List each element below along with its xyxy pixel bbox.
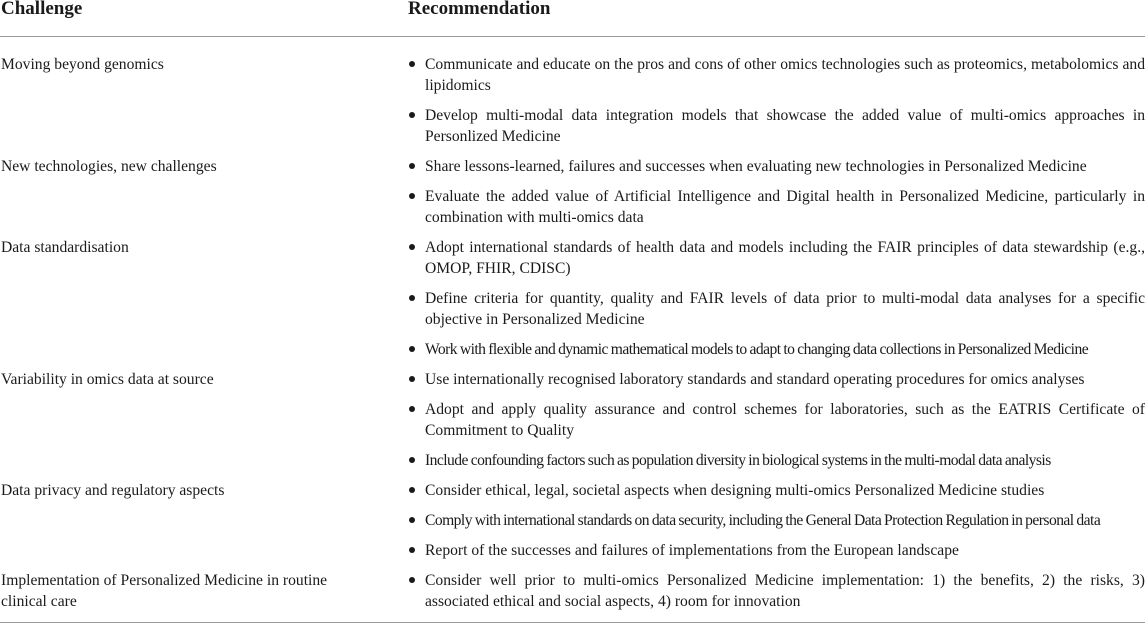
recommendation-text: Work with flexible and dynamic mathematical models to adapt to changing data collections in Personalized Medicine — [425, 341, 1089, 358]
bullet-icon — [409, 346, 415, 352]
table-row — [0, 480, 1145, 561]
bullet-icon — [409, 61, 415, 67]
bullet-icon — [409, 577, 415, 583]
recommendation-text: Evaluate the added value of Artificial Intelligence and Digital health in Personalized Medicine, particularly in combination with multi-omics data — [425, 188, 1145, 226]
challenge-cell: Variability in omics data at source — [1, 371, 214, 388]
table-header — [0, 0, 1145, 37]
recommendation-item — [408, 450, 1145, 471]
recommendation-text: Report of the successes and failures of implementations from the European landscape — [425, 542, 959, 559]
bullet-icon — [409, 193, 415, 199]
challenge-cell: Moving beyond genomics — [1, 56, 164, 73]
recommendation-item — [408, 288, 1145, 330]
recommendation-item — [408, 54, 1145, 96]
recommendation-cell — [408, 237, 1145, 360]
recommendation-text: Comply with international standards on data security, including the General Data Protection Regulation in personal data — [425, 512, 1101, 529]
header-challenge: Challenge — [1, 0, 83, 19]
bullet-icon — [409, 457, 415, 463]
challenge-cell: Data standardisation — [1, 239, 129, 256]
recommendation-cell — [408, 156, 1145, 228]
table-row — [0, 54, 1145, 147]
recommendation-item — [408, 540, 1145, 561]
table-body — [0, 37, 1145, 612]
recommendation-item — [408, 480, 1145, 501]
bullet-icon — [409, 112, 415, 118]
challenge-cell: Implementation of Personalized Medicine in routine clinical care — [1, 572, 328, 610]
table-bottom-rule — [0, 622, 1145, 623]
recommendation-cell — [408, 480, 1145, 561]
recommendation-text: Share lessons-learned, failures and successes when evaluating new technologies in Personalized Medicine — [425, 158, 1087, 175]
recommendation-cell — [408, 570, 1145, 612]
table-row — [0, 237, 1145, 360]
recommendation-text: Adopt international standards of health data and models including the FAIR principles of data stewardship (e.g., OMOP, FHIR, CDISC) — [425, 239, 1145, 277]
bullet-icon — [409, 295, 415, 301]
recommendation-text: Consider well prior to multi-omics Personalized Medicine implementation: 1) the benefits, 2) the risks, 3) associated ethical and social aspects, 4) room for innovation — [425, 572, 1145, 610]
recommendation-text: Include confounding factors such as population diversity in biological systems in the multi-modal data analysis — [425, 452, 1051, 469]
challenge-cell: Data privacy and regulatory aspects — [1, 482, 225, 499]
bullet-icon — [409, 487, 415, 493]
bullet-icon — [409, 244, 415, 250]
recommendation-text: Use internationally recognised laboratory standards and standard operating procedures for omics analyses — [425, 371, 1085, 388]
bullet-icon — [409, 517, 415, 523]
bullet-icon — [409, 376, 415, 382]
recommendation-item — [408, 369, 1145, 390]
recommendation-text: Consider ethical, legal, societal aspects when designing multi-omics Personalized Medicine studies — [425, 482, 1045, 499]
bullet-icon — [409, 163, 415, 169]
table-row — [0, 570, 1145, 612]
recommendation-item — [408, 510, 1145, 531]
table-row — [0, 156, 1145, 228]
recommendation-item — [408, 570, 1145, 612]
recommendation-cell — [408, 369, 1145, 471]
recommendation-text: Communicate and educate on the pros and cons of other omics technologies such as proteomics, metabolomics and lipidomics — [425, 56, 1145, 94]
recommendation-item — [408, 186, 1145, 228]
recommendation-text: Develop multi-modal data integration models that showcase the added value of multi-omics approaches in Personlized Medicine — [425, 107, 1145, 145]
recommendation-item — [408, 105, 1145, 147]
recommendation-item — [408, 237, 1145, 279]
recommendation-item — [408, 156, 1145, 177]
bullet-icon — [409, 547, 415, 553]
recommendation-item — [408, 399, 1145, 441]
table-row — [0, 369, 1145, 471]
challenge-cell: New technologies, new challenges — [1, 158, 217, 175]
recommendation-item — [408, 339, 1145, 360]
recommendation-text: Define criteria for quantity, quality and FAIR levels of data prior to multi-modal data analyses for a specific objective in Personalized Medicine — [425, 290, 1145, 328]
bullet-icon — [409, 406, 415, 412]
recommendation-text: Adopt and apply quality assurance and control schemes for laboratories, such as the EATRIS Certificate of Commitment to Quality — [425, 401, 1145, 439]
recommendation-cell — [408, 54, 1145, 147]
header-recommendation: Recommendation — [408, 0, 551, 19]
